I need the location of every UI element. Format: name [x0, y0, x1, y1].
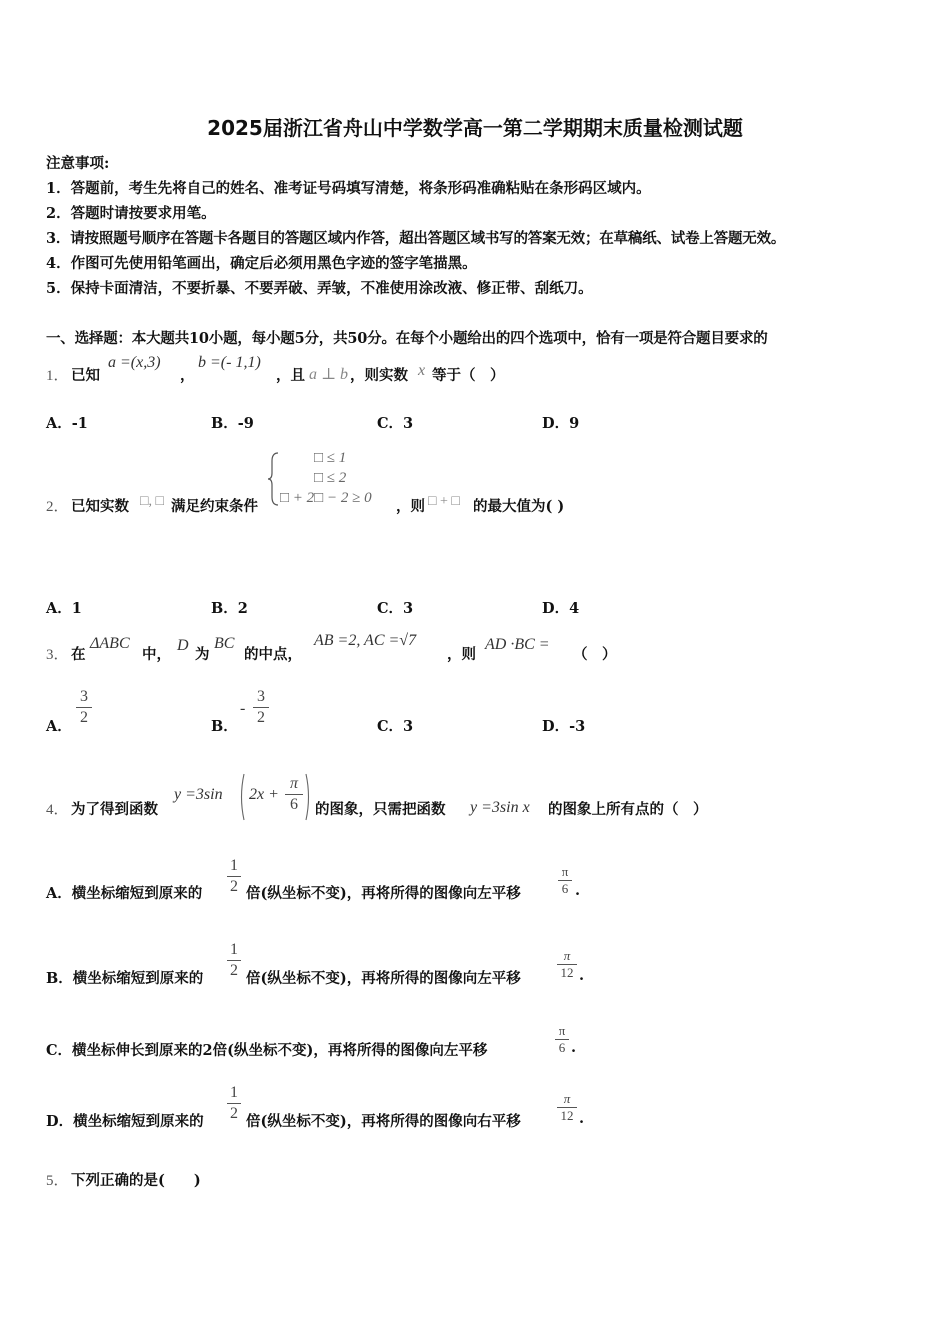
q4-option-d-label: D．横坐标缩短到原来的: [46, 1113, 204, 1130]
fraction-bar: [227, 960, 241, 961]
brace-icon: [266, 451, 280, 507]
fraction-numerator: π: [289, 775, 298, 792]
q2-option-c: C．3: [377, 600, 414, 617]
fraction-numerator: π: [561, 864, 569, 879]
fraction-denominator: 2: [80, 709, 88, 726]
fraction-denominator: 6: [558, 1040, 566, 1055]
q2-text-4: 的最大值为( ): [473, 498, 565, 515]
q3-option-c: C．3: [377, 718, 414, 735]
q4-function-base: y =3sin x: [470, 799, 530, 816]
fraction-numerator: 3: [80, 688, 88, 705]
fraction-numerator: 1: [230, 1084, 238, 1101]
q2-expr: □ + □: [428, 494, 460, 509]
q3-option-a-fraction: [76, 688, 92, 727]
fraction-bar: [76, 707, 92, 708]
fraction-numerator: π: [563, 1091, 571, 1106]
q2-vars: □, □: [140, 494, 164, 509]
q2-text-1: 已知实数: [71, 498, 129, 515]
q3-text-6: （ ）: [573, 646, 617, 663]
q4-option-b-label: B．横坐标缩短到原来的: [46, 970, 204, 987]
q2-number: 2．: [46, 499, 69, 515]
notice-item-2: 2．答题时请按要求用笔。: [46, 205, 216, 222]
q2-constraint-3: □ + 2□ − 2 ≥ 0: [280, 490, 372, 506]
q3-option-b-sign: -: [240, 700, 246, 717]
q2-text-2: 满足约束条件: [171, 498, 258, 515]
q3-option-d: D．-3: [542, 718, 586, 735]
q1-number: 1．: [46, 368, 69, 384]
q1-option-b: B．-9: [211, 415, 254, 432]
q2-option-b: B．2: [211, 600, 248, 617]
notice-item-1: 1．答题前，考生先将自己的姓名、准考证号码填写清楚，将条形码准确粘贴在条形码区域内。: [46, 180, 651, 197]
q3-dot-product: AD ·BC =: [485, 636, 550, 653]
fraction-denominator: 12: [560, 1108, 574, 1123]
notice-item-5: 5．保持卡面清洁，不要折暴、不要弄破、弄皱，不准使用涂改液、修正带、刮纸刀。: [46, 280, 593, 297]
section-heading: 一、选择题：本大题共10小题，每小题5分，共50分。在每个小题给出的四个选项中，恰有一项是符合题目要求的: [46, 330, 768, 347]
q3-text-2: 中，: [142, 646, 171, 663]
q4-option-a-shift: [558, 865, 572, 896]
q1-comma: ，: [180, 367, 195, 384]
q2-option-d: D．4: [542, 600, 580, 617]
q4-function-fraction: [285, 775, 303, 814]
q1-option-c: C．3: [377, 415, 414, 432]
right-paren-icon: [304, 772, 312, 822]
q4-text-1: 为了得到函数: [71, 801, 158, 818]
fraction-denominator: 6: [561, 881, 569, 896]
q4-option-b-end: .: [579, 967, 585, 984]
fraction-bar: [227, 876, 241, 877]
q1-text-1: 已知: [71, 367, 100, 384]
q4-option-a-end: .: [575, 882, 581, 899]
q3-triangle: ΔABC: [90, 635, 130, 652]
q4-option-a-rest: 倍(纵坐标不变)，再将所得的图像向左平移: [246, 885, 521, 902]
q1-option-a: A．-1: [46, 415, 88, 432]
q4-option-d-shift: [557, 1092, 577, 1123]
q4-option-b-rest: 倍(纵坐标不变)，再将所得的图像向左平移: [246, 970, 521, 987]
fraction-denominator: 2: [230, 1105, 238, 1122]
q1-text-3: ，则实数: [350, 367, 408, 384]
fraction-denominator: 2: [257, 709, 265, 726]
fraction-numerator: 3: [257, 688, 265, 705]
q4-option-c-shift: [555, 1024, 569, 1055]
q3-text-4: 的中点，: [244, 646, 302, 663]
fraction-bar: [227, 1103, 241, 1104]
q4-option-a-half: [227, 857, 241, 896]
fraction-numerator: 1: [230, 857, 238, 874]
q3-option-a-label: A．: [46, 718, 72, 735]
fraction-bar: [253, 707, 269, 708]
fraction-denominator: 12: [560, 965, 574, 980]
notice-item-4: 4．作图可先使用铅笔画出，确定后必须用黑色字迹的签字笔描黑。: [46, 255, 477, 272]
fraction-numerator: π: [563, 948, 571, 963]
q3-condition: AB =2, AC =√7: [314, 632, 417, 649]
q4-option-d-rest: 倍(纵坐标不变)，再将所得的图像向右平移: [246, 1113, 521, 1130]
q3-text-5: ，则: [447, 646, 476, 663]
notice-heading: 注意事项:: [46, 155, 110, 172]
q4-option-c-end: .: [571, 1039, 577, 1056]
q4-function-lhs: y =3sin: [174, 786, 223, 803]
q4-function-inner: 2x +: [249, 786, 279, 803]
q3-text-3: 为: [195, 646, 210, 663]
q1-vector-a: a =(x,3): [108, 354, 161, 371]
fraction-denominator: 2: [230, 962, 238, 979]
q3-option-b-fraction: [253, 688, 269, 727]
q2-option-a: A．1: [46, 600, 82, 617]
fraction-numerator: 1: [230, 941, 238, 958]
q3-segment-bc: BC: [214, 635, 235, 652]
q3-text-1: 在: [71, 646, 86, 663]
q1-option-d: D．9: [542, 415, 580, 432]
notice-item-3: 3．请按照题号顺序在答题卡各题目的答题区域内作答，超出答题区域书写的答案无效；在草稿纸、试卷上答题无效。: [46, 230, 786, 247]
q2-constraint-1: □ ≤ 1: [314, 450, 347, 466]
q4-option-b-shift: [557, 949, 577, 980]
q5-text: 下列正确的是( ): [71, 1172, 201, 1189]
q4-option-d-half: [227, 1084, 241, 1123]
q2-constraint-2: □ ≤ 2: [314, 470, 347, 486]
q5-number: 5．: [46, 1173, 69, 1189]
q4-option-a-label: A．横坐标缩短到原来的: [46, 885, 203, 902]
fraction-bar: [285, 794, 303, 795]
q1-text-4: 等于（ ）: [432, 367, 505, 384]
q1-text-2: ，且: [276, 367, 305, 384]
q4-option-c-label: C．横坐标伸长到原来的2倍(纵坐标不变)，再将所得的图像向左平移: [46, 1042, 488, 1059]
left-paren-icon: [238, 772, 246, 822]
q1-x: x: [418, 362, 426, 379]
q4-option-b-half: [227, 941, 241, 980]
q4-option-d-end: .: [579, 1110, 585, 1127]
page-title: 2025届浙江省舟山中学数学高一第二学期期末质量检测试题: [207, 116, 743, 140]
q4-text-2: 的图象，只需把函数: [315, 801, 446, 818]
q1-perp: a ⊥ b: [309, 366, 349, 383]
q4-number: 4．: [46, 802, 69, 818]
q3-number: 3．: [46, 647, 69, 663]
q2-text-3: ，则: [396, 498, 425, 515]
fraction-denominator: 2: [230, 878, 238, 895]
fraction-denominator: 6: [290, 796, 298, 813]
q3-point-d: D: [177, 637, 189, 654]
fraction-numerator: π: [558, 1023, 566, 1038]
q1-vector-b: b =(- 1,1): [198, 354, 261, 371]
q3-option-b-label: B．: [211, 718, 238, 735]
q4-text-3: 的图象上所有点的（ ）: [548, 801, 708, 818]
